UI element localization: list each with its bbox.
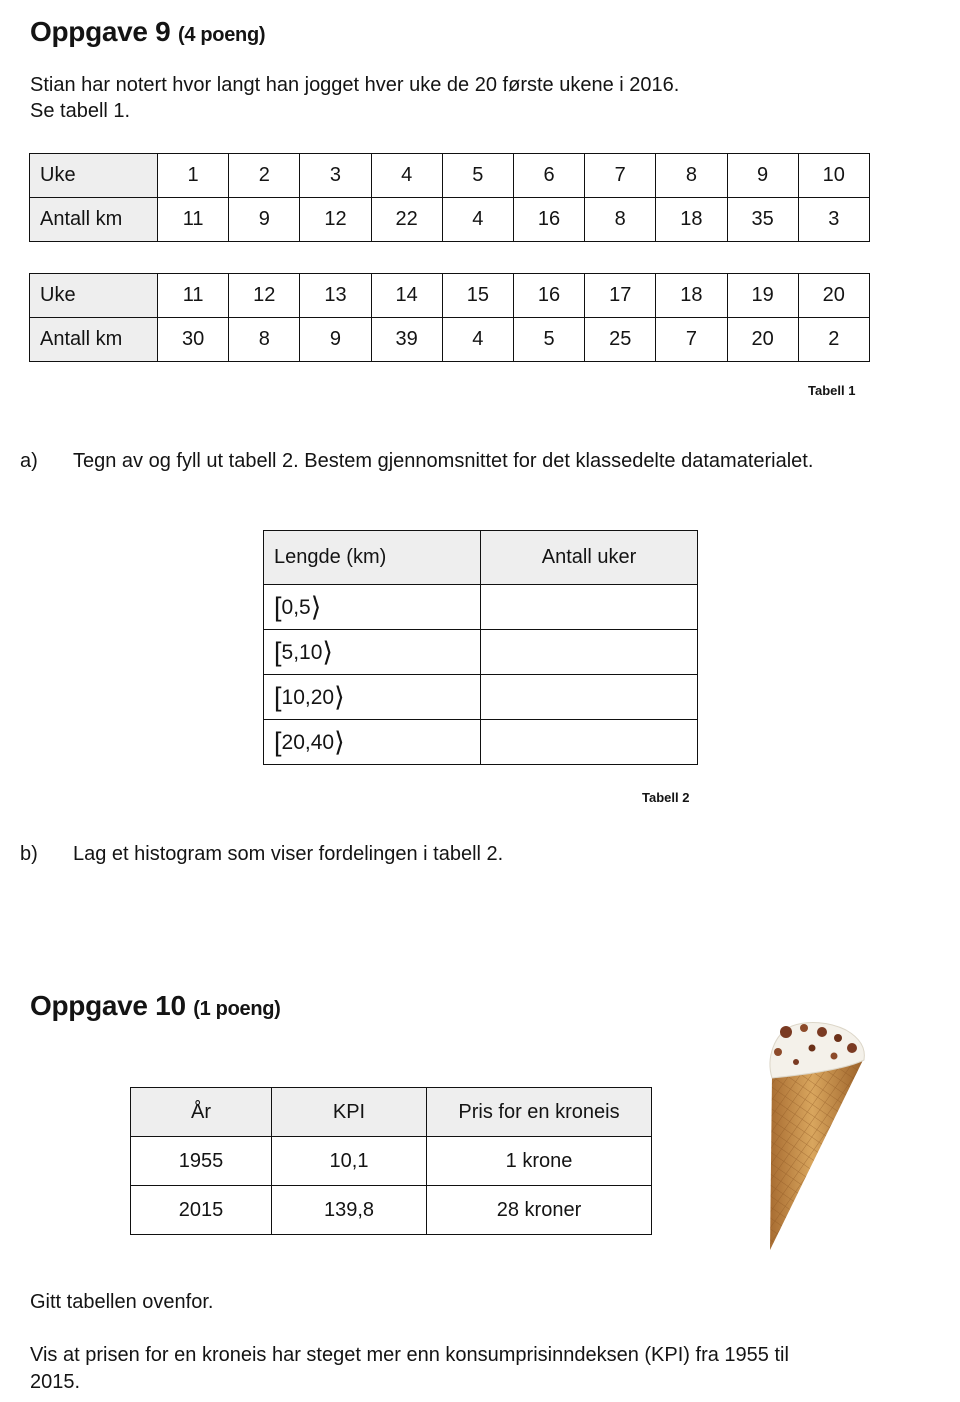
- table-cell: 4: [442, 318, 513, 362]
- table-cell: 17: [585, 274, 656, 318]
- task10-points: (1 poeng): [193, 998, 281, 1020]
- interval-cell: [5,10⟩: [264, 630, 481, 675]
- table-cell: 7: [656, 318, 727, 362]
- table1-caption: Tabell 1: [808, 383, 856, 398]
- table-row: [264, 720, 698, 765]
- table-cell: 15: [442, 274, 513, 318]
- interval-cell: [20,40⟩: [264, 720, 481, 765]
- table-row: [264, 585, 698, 630]
- empty-answer-cell: [481, 675, 698, 720]
- table-cell: 8: [656, 154, 727, 198]
- table1-row-label-week: Uke: [30, 274, 158, 318]
- table-cell: 139,8: [272, 1186, 427, 1235]
- empty-answer-cell: [481, 630, 698, 675]
- table-cell: 14: [371, 274, 442, 318]
- table-cell: 7: [585, 154, 656, 198]
- task10-heading: [30, 990, 281, 1022]
- table-cell: 8: [585, 198, 656, 242]
- table-cell: 20: [727, 318, 798, 362]
- table-cell: 5: [442, 154, 513, 198]
- task9-title: Oppgave 9: [30, 16, 171, 47]
- table-cell: 10: [798, 154, 869, 198]
- table-row: [131, 1137, 652, 1186]
- table-cell: 10,1: [272, 1137, 427, 1186]
- table-cell: 1 krone: [427, 1137, 652, 1186]
- part-a-text: Tegn av og fyll ut tabell 2. Bestem gjennomsnittet for det klassedelte datamaterialet.: [73, 450, 814, 472]
- table1-part1-week-row: [30, 154, 870, 198]
- table1-row-label-week: Uke: [30, 154, 158, 198]
- interval-value: 20,40: [281, 730, 335, 754]
- table-cell: 2015: [131, 1186, 272, 1235]
- ice-cream-cone-icon: [752, 1018, 872, 1254]
- table-cell: 20: [798, 274, 869, 318]
- table-cell: 13: [300, 274, 371, 318]
- table-cell: 16: [513, 274, 584, 318]
- part-b-text: Lag et histogram som viser fordelingen i tabell 2.: [73, 843, 504, 865]
- kpi-header-kpi: KPI: [272, 1088, 427, 1137]
- table-cell: 9: [727, 154, 798, 198]
- table-row: [264, 675, 698, 720]
- table-cell: 5: [513, 318, 584, 362]
- part-a-label: a): [20, 450, 38, 472]
- table2-header-row: [264, 531, 698, 585]
- table-cell: 6: [513, 154, 584, 198]
- interval-value: 0,5: [281, 595, 311, 619]
- table-cell: 18: [656, 198, 727, 242]
- empty-answer-cell: [481, 720, 698, 765]
- table1-part2: [29, 273, 870, 362]
- interval-value: 10,20: [281, 685, 335, 709]
- table2: [263, 530, 698, 765]
- kpi-table-header-row: [131, 1088, 652, 1137]
- table-cell: 16: [513, 198, 584, 242]
- task9-intro-line1: Stian har notert hvor langt han jogget hver uke de 20 første ukene i 2016.: [30, 74, 680, 96]
- table-cell: 9: [300, 318, 371, 362]
- interval-value: 5,10: [281, 640, 323, 664]
- table-cell: 4: [371, 154, 442, 198]
- table-cell: 12: [300, 198, 371, 242]
- table-cell: 1955: [131, 1137, 272, 1186]
- kpi-table: [130, 1087, 652, 1235]
- interval-cell: [10,20⟩: [264, 675, 481, 720]
- table-cell: 2: [798, 318, 869, 362]
- table-cell: 39: [371, 318, 442, 362]
- table-cell: 8: [229, 318, 300, 362]
- interval-cell: [0,5⟩: [264, 585, 481, 630]
- empty-answer-cell: [481, 585, 698, 630]
- table-cell: 22: [371, 198, 442, 242]
- table-cell: 4: [442, 198, 513, 242]
- part-b-label: b): [20, 843, 38, 865]
- task9-heading: [30, 16, 265, 48]
- task9-points: (4 poeng): [177, 24, 266, 46]
- table2-col-weeks: Antall uker: [481, 531, 698, 585]
- table-cell: 11: [158, 198, 229, 242]
- table-cell: 25: [585, 318, 656, 362]
- table-cell: 9: [229, 198, 300, 242]
- table-cell: 3: [300, 154, 371, 198]
- table-cell: 19: [727, 274, 798, 318]
- table-cell: 2: [229, 154, 300, 198]
- table1-part1: [29, 153, 870, 242]
- table-cell: 3: [798, 198, 869, 242]
- kpi-header-price: Pris for en kroneis: [427, 1088, 652, 1137]
- task10-title: Oppgave 10: [30, 990, 186, 1021]
- table1-part1-km-row: [30, 198, 870, 242]
- table1-part2-week-row: [30, 274, 870, 318]
- table-cell: 11: [158, 274, 229, 318]
- task10-question-line2: 2015.: [30, 1371, 81, 1393]
- table2-col-length: Lengde (km): [264, 531, 481, 585]
- table2-caption: Tabell 2: [642, 790, 690, 805]
- table-cell: 18: [656, 274, 727, 318]
- table-cell: 35: [727, 198, 798, 242]
- task10-given: Gitt tabellen ovenfor.: [30, 1291, 214, 1313]
- table1-row-label-km: Antall km: [30, 198, 158, 242]
- table-row: [131, 1186, 652, 1235]
- table1-row-label-km: Antall km: [30, 318, 158, 362]
- table-cell: 12: [229, 274, 300, 318]
- task10-question-line1: Vis at prisen for en kroneis har steget mer enn konsumprisinndeksen (KPI) fra 1955 til: [30, 1344, 789, 1366]
- task9-intro-line2: Se tabell 1.: [30, 100, 131, 122]
- table-cell: 28 kroner: [427, 1186, 652, 1235]
- kpi-header-year: År: [131, 1088, 272, 1137]
- table-cell: 30: [158, 318, 229, 362]
- table-cell: 1: [158, 154, 229, 198]
- table1-part2-km-row: [30, 318, 870, 362]
- table-row: [264, 630, 698, 675]
